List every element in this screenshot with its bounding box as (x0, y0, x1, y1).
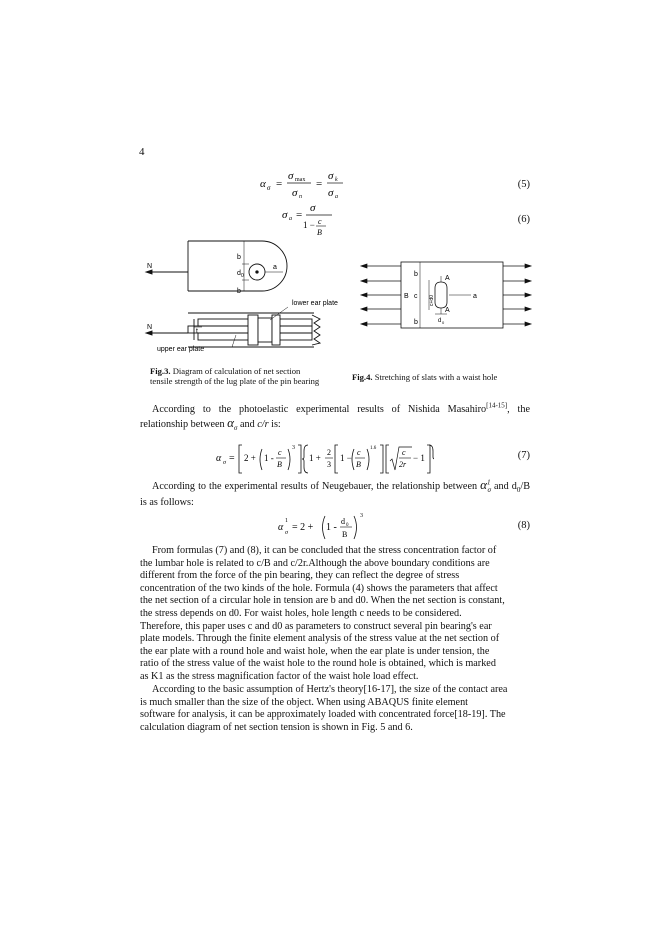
figure-3 (140, 235, 350, 359)
p2-sub: σ (487, 486, 491, 495)
eq7-three-den: 3 (327, 460, 331, 469)
eq7-c2: c (402, 448, 406, 457)
p1-alpha: α (227, 414, 234, 430)
p3-line: the net section of a circular hole in tension are b and d0. When the net section is constant, (140, 595, 505, 607)
fig3-b-top: b (237, 254, 241, 261)
eq5-sigma-n: σ (292, 187, 298, 199)
eq5-alpha: α (260, 178, 266, 190)
p3-line: From formulas (7) and (8), it can be concluded that the stress concentration factor of (152, 545, 497, 556)
p2-text-c: /B is as follows: (140, 481, 531, 508)
eq7-one-minus2: 1 − (340, 453, 352, 463)
p3-line: the stress depends on d0. For waist holes, hole length c needs to be considered. (140, 607, 462, 619)
waist-hole (435, 282, 447, 308)
fig3-N-bottom: N (147, 324, 153, 331)
p1-text-b: , the relationship between (140, 404, 530, 430)
p4-line: calculation diagram of net section tension is shown in Fig. 5 and 6. (140, 721, 413, 733)
p3-line: Therefore, this paper uses c and d0 as parameters to construct several pin bearing's ear (140, 620, 492, 632)
eq8-one-minus: 1 - (326, 522, 337, 533)
fig4-d0: d (438, 318, 442, 324)
eq5-k-sub: k (335, 177, 338, 183)
eq7-one-plus: 1 + (309, 453, 321, 463)
eq8-d-sub: 0 (346, 523, 349, 528)
fig3-caption-label: Fig.3. (150, 366, 171, 376)
eq6-denom-one: 1 − (303, 220, 315, 230)
eq7-lhs: α (216, 453, 222, 464)
eq8-lhs-sub: σ (285, 530, 288, 536)
eq5-number: (5) (517, 179, 530, 190)
p4-line: is much smaller than the size of the object. When using ABAQUS finite element (140, 696, 469, 708)
p3-line: the lumbar hole is related to c/B and c/2r.Although the above boundary conditions are (140, 557, 490, 569)
eq5-sigma-k: σ (328, 170, 334, 182)
eq7-two-num: 2 (327, 448, 331, 457)
p3-line: different from the force of the pin bearing, they can reflect the degree of stress (140, 570, 460, 582)
equation-7 (214, 437, 434, 477)
svg-text:=: = (276, 178, 283, 190)
svg-text:=: = (296, 209, 303, 221)
eq7-pow: 1.6 (370, 446, 377, 451)
eq5-a-sub: a (335, 194, 338, 200)
eq5-n-sub: n (299, 194, 302, 200)
paragraph-2 (140, 479, 530, 509)
paragraph-4 (140, 684, 530, 734)
eq7-number: (7) (517, 450, 530, 461)
fig3-caption-line1: Diagram of calculation of net section (172, 366, 301, 376)
eq7-B: B (277, 460, 282, 469)
p1-ref: [14-15] (486, 401, 508, 410)
eq7-c: c (278, 448, 282, 457)
fig3-caption (150, 366, 335, 386)
fig4-c: c (414, 293, 418, 300)
p1-text-c: and (239, 418, 255, 430)
fig3-d0: d (237, 270, 241, 277)
eq8-lhs: α (278, 522, 284, 533)
equation-8 (276, 508, 386, 546)
fig3-upper-label: upper ear plate (157, 346, 205, 353)
fig4-A-top: A (445, 275, 450, 282)
fig4-A-bottom: A (445, 307, 450, 314)
fig3-lower-label: lower ear plate (292, 300, 338, 307)
p2-text-a: According to the experimental results of Neugebauer, the relationship between (152, 481, 478, 492)
fig4-caption-text: Stretching of slats with a waist hole (374, 372, 498, 382)
eq7-two-r: 2r (399, 460, 407, 469)
fig3-t: t (196, 328, 198, 335)
p2-text-b-sub: 0 (516, 486, 521, 495)
eq6-sigma-a: σ (282, 209, 288, 221)
eq5-sigma-max: σ (288, 170, 294, 182)
p4-line: software for analysis, it can be approximately loaded with concentrated force[18-19]. The (140, 709, 506, 721)
p3-line: plate models. Through the finite element analysis of the stress value at the net section of (140, 633, 500, 645)
eq8-number: (8) (517, 520, 530, 531)
figure-4 (357, 258, 533, 334)
fig3-d0-sub: 0 (241, 273, 244, 279)
paragraph-3 (140, 545, 530, 684)
fig4-b-top: b (414, 271, 418, 278)
fig4-b-bottom: b (414, 319, 418, 326)
p3-line: concentration of the two kinds of the hole. Formula (4) shows the parameters that affect (140, 582, 498, 594)
eq5-alpha-sub: σ (267, 184, 271, 192)
fig3-b-bottom: b (237, 288, 241, 295)
eq8-d: d (341, 517, 345, 526)
eq8-lhs-sup: 1 (285, 518, 288, 524)
fig3-N-top: N (147, 263, 153, 270)
p2-alpha: α (480, 477, 487, 492)
eq7-lhs-sub: σ (223, 460, 226, 466)
p3-line: the ear plate with a round hole and waist hole, when the ear plate is under tension, the (140, 645, 490, 657)
svg-text:=: = (229, 453, 235, 464)
equation-5 (250, 166, 390, 200)
p3-line: ratio of the stress value of the waist hole to the round hole is obtained, which is marked (140, 658, 496, 670)
p1-alpha-sub: σ (233, 423, 238, 432)
eq6-a-sub: a (289, 216, 292, 222)
eq7-one-minus: 1 - (264, 453, 274, 463)
fig4-d0-sub: 0 (442, 320, 445, 325)
eq7-cube: 3 (292, 445, 295, 451)
eq7-minus-one: − 1 (413, 453, 425, 463)
paragraph-1 (140, 401, 530, 434)
p2-text-b: and d (494, 481, 517, 492)
p1-text-d: is: (271, 418, 281, 430)
fig3-caption-line2: tensile strength of the lug plate of the pin bearing (150, 376, 320, 387)
p1-text-a: According to the photoelastic experimental results of Nishida Masahiro (152, 404, 487, 415)
eq7-B-inner: B (356, 460, 361, 469)
eq6-B: B (317, 228, 322, 237)
page-number: 4 (139, 146, 145, 158)
eq8-cube: 3 (360, 513, 363, 519)
eq5-sigma-a: σ (328, 187, 334, 199)
fig4-caption-label: Fig.4. (352, 372, 373, 382)
p3-line: as K1 as the stress magnification factor of the waist hole load effect. (140, 670, 419, 682)
fig4-caption (352, 372, 532, 382)
svg-text:=: = (316, 178, 323, 190)
eq6-numerator: σ (310, 202, 316, 214)
fig4-side-label: c+d0 (429, 295, 435, 306)
p1-cr: c/r (257, 418, 269, 430)
fig3-a: a (273, 264, 277, 271)
p4-line: According to the basic assumption of Hertz's theory[16-17], the size of the contact area (152, 684, 508, 695)
eq5-max-sub: max (295, 177, 306, 183)
eq7-two: 2 + (244, 453, 256, 463)
eq6-number: (6) (517, 214, 530, 225)
eq8-two: = 2 + (292, 522, 314, 533)
fig4-arrows (361, 264, 531, 326)
fig4-B: B (404, 293, 409, 300)
p2-sup: 1 (486, 478, 491, 487)
eq6-c: c (318, 217, 322, 226)
fig4-a: a (473, 293, 477, 300)
eq8-B: B (342, 530, 348, 539)
eq7-c-inner: c (357, 448, 361, 457)
